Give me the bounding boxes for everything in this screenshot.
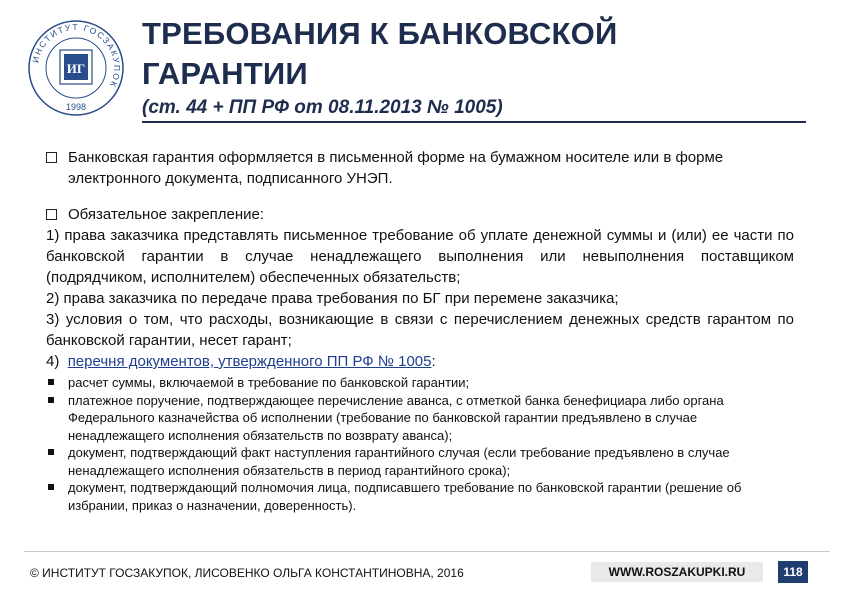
bullet-text: расчет суммы, включаемой в требование по банковской гарантии;	[68, 375, 470, 390]
paragraph-mandatory	[46, 204, 794, 514]
bullet-text: платежное поручение, подтверждающее перечисление аванса, с отметкой банка бенефициара либо органа Федерального казначейства об исполнении (требование по банковской гарантии предъявлено в случае ненадлежащего исполнения обязательств по возврату аванса);	[68, 392, 724, 443]
square-bullet-icon	[48, 397, 54, 403]
checkbox-bullet-icon	[46, 152, 57, 163]
bullet-item	[46, 444, 794, 479]
page-title: ТРЕБОВАНИЯ К БАНКОВСКОЙ ГАРАНТИИ	[142, 16, 618, 91]
paragraph-lead-text: Обязательное закрепление:	[68, 206, 265, 223]
paragraph-guarantee-form	[46, 147, 794, 189]
logo-monogram: ИГ	[66, 61, 86, 76]
list-item	[46, 351, 794, 372]
bullet-item	[46, 374, 794, 392]
documents-bullet-list	[46, 374, 794, 514]
square-bullet-icon	[48, 484, 54, 490]
footer-divider	[24, 551, 830, 552]
logo-year: 1998	[65, 102, 87, 112]
footer-copyright: © ИНСТИТУТ ГОСЗАКУПОК, ЛИСОВЕНКО ОЛЬГА КОНСТАНТИНОВНА, 2016	[30, 566, 464, 580]
page-number-badge: 118	[778, 561, 808, 583]
bullet-text: документ, подтверждающий факт наступления гарантийного случая (если требование предъявлено в случае ненадлежащего исполнения обязательств в период гарантийного срока);	[68, 445, 730, 478]
bullet-item	[46, 392, 794, 445]
list-item: 3) условия о том, что расходы, возникающие в связи с перечислением денежных средств гарантом по банковской гарантии, несет гарант;	[46, 311, 794, 349]
list-item: 1) права заказчика представлять письменное требование об уплате денежной суммы и (или) ее части по банковской гарантии в случае ненадлежащего выполнения или невыполнения поставщиком (подрядчиком, исполнителем) обеспеченных обязательств;	[46, 227, 794, 286]
main-content	[46, 147, 794, 514]
square-bullet-icon	[48, 449, 54, 455]
institute-seal-icon	[26, 18, 126, 118]
list-item-suffix: :	[431, 353, 436, 370]
bullet-item	[46, 479, 794, 514]
documents-list-link[interactable]: перечня документов, утвержденного ПП РФ № 1005	[67, 353, 432, 370]
paragraph-lead	[46, 204, 794, 225]
title-divider	[142, 121, 806, 123]
bullet-text: документ, подтверждающий полномочия лица, подписавшего требование по банковской гарантии (решение об избрании, приказ о назначении, доверенность).	[68, 480, 742, 513]
square-bullet-icon	[48, 379, 54, 385]
list-item-prefix: 4)	[46, 353, 68, 370]
institute-logo	[26, 18, 126, 118]
list-item: 2) права заказчика по передаче права требования по БГ при перемене заказчика;	[46, 290, 619, 307]
checkbox-bullet-icon	[46, 209, 57, 220]
footer-site-link[interactable]: WWW.ROSZAKUPKI.RU	[591, 562, 763, 582]
paragraph-text: Банковская гарантия оформляется в письменной форме на бумажном носителе или в форме электронного документа, подписанного УНЭП.	[68, 149, 724, 187]
logo-ring-text: ИНСТИТУТ ГОСЗАКУПОК	[30, 21, 123, 90]
page-subtitle: (ст. 44 + ПП РФ от 08.11.2013 № 1005)	[142, 97, 503, 118]
